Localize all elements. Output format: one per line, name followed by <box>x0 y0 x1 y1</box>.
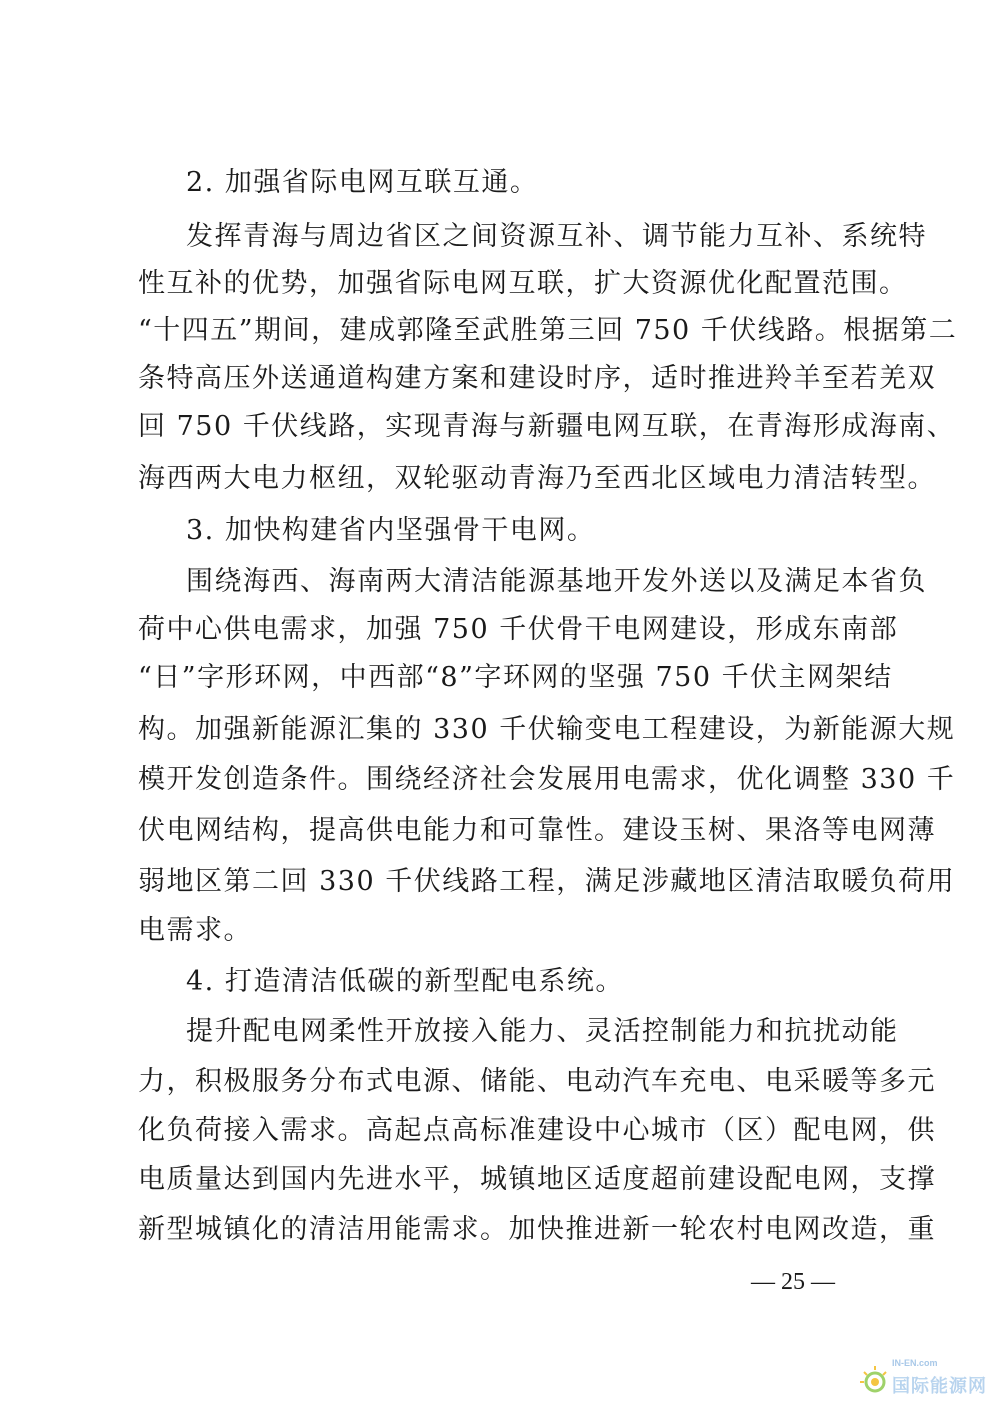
heading-3: 3. 加快构建省内坚强骨干电网。 <box>186 515 596 546</box>
paragraph-line: 条特高压外送通道构建方案和建设时序，适时推进羚羊至若羌双 <box>138 363 936 394</box>
paragraph-line: 荷中心供电需求，加强 750 千伏骨干电网建设，形成东南部 <box>138 614 899 645</box>
paragraph-line: 回 750 千伏线路，实现青海与新疆电网互联，在青海形成海南、 <box>138 411 956 442</box>
paragraph-line: 力，积极服务分布式电源、储能、电动汽车充电、电采暖等多元 <box>138 1066 936 1097</box>
paragraph-line: 性互补的优势，加强省际电网互联，扩大资源优化配置范围。 <box>138 268 908 299</box>
paragraph-line: 提升配电网柔性开放接入能力、灵活控制能力和抗扰动能 <box>186 1016 899 1047</box>
heading-2: 2. 加强省际电网互联互通。 <box>186 167 539 198</box>
paragraph-line: 海西两大电力枢纽，双轮驱动青海乃至西北区域电力清洁转型。 <box>138 463 936 494</box>
paragraph-line: 化负荷接入需求。高起点高标准建设中心城市（区）配电网，供 <box>138 1115 936 1146</box>
sun-logo-icon <box>858 1356 892 1406</box>
paragraph-line: 电需求。 <box>138 915 252 946</box>
page-number: — 25 — <box>751 1269 835 1295</box>
paragraph-line: 围绕海西、海南两大清洁能源基地开发外送以及满足本省负 <box>186 566 927 597</box>
paragraph-line: 构。加强新能源汇集的 330 千伏输变电工程建设，为新能源大规 <box>138 714 956 745</box>
heading-4: 4. 打造清洁低碳的新型配电系统。 <box>186 966 624 997</box>
paragraph-line: “日”字形环网，中西部“8”字环网的坚强 750 千伏主网架结 <box>138 662 893 693</box>
paragraph-line: 伏电网结构，提高供电能力和可靠性。建设玉树、果洛等电网薄 <box>138 815 936 846</box>
watermark-title: 国际能源网 <box>892 1376 987 1397</box>
paragraph-line: 弱地区第二回 330 千伏线路工程，满足涉藏地区清洁取暖负荷用 <box>138 866 956 897</box>
paragraph-line: 模开发创造条件。围绕经济社会发展用电需求，优化调整 330 千 <box>138 764 956 795</box>
paragraph-line: “十四五”期间，建成郭隆至武胜第三回 750 千伏线路。根据第二 <box>138 315 958 346</box>
watermark-subtitle: IN-EN.com <box>892 1358 938 1368</box>
paragraph-line: 发挥青海与周边省区之间资源互补、调节能力互补、系统特 <box>186 221 927 252</box>
paragraph-line: 电质量达到国内先进水平，城镇地区适度超前建设配电网，支撑 <box>138 1164 936 1195</box>
watermark-logo <box>858 1352 998 1408</box>
paragraph-line: 新型城镇化的清洁用能需求。加快推进新一轮农村电网改造，重 <box>138 1214 936 1245</box>
